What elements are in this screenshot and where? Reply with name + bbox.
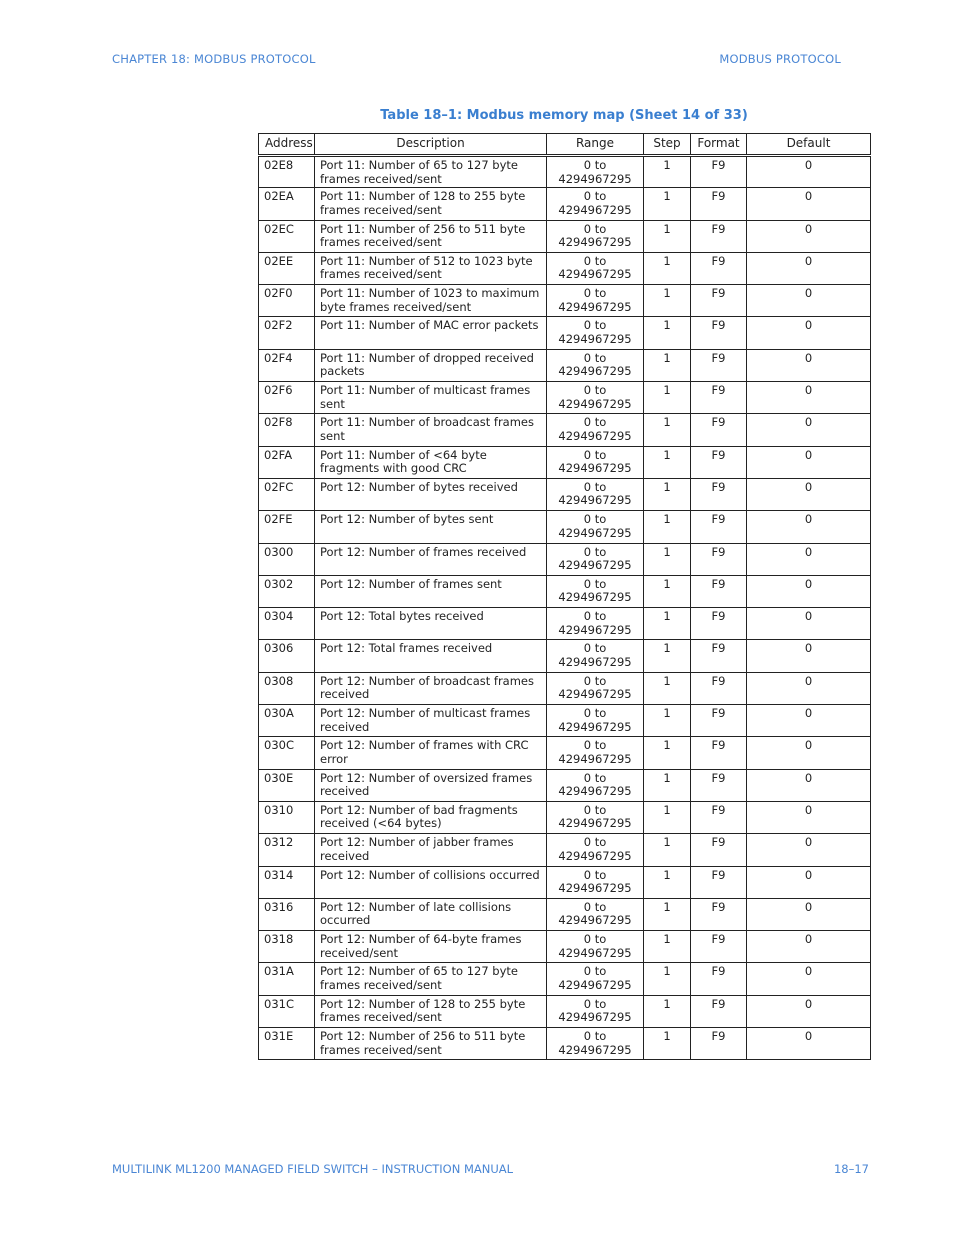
cell-address: 0316 <box>259 898 315 930</box>
table-row <box>259 349 871 381</box>
cell-default: 0 <box>747 608 871 640</box>
table-row <box>259 995 871 1027</box>
cell-default: 0 <box>747 931 871 963</box>
cell-step: 1 <box>644 1028 691 1060</box>
cell-format: F9 <box>691 672 747 704</box>
cell-description: Port 12: Number of 64-byte frames received/sent <box>315 931 547 963</box>
cell-description: Port 11: Number of 256 to 511 byte frames received/sent <box>315 220 547 252</box>
cell-range: 0 to 4294967295 <box>547 414 644 446</box>
modbus-memory-map-table <box>258 133 871 1060</box>
table-row <box>259 382 871 414</box>
table-row <box>259 769 871 801</box>
cell-range: 0 to 4294967295 <box>547 1028 644 1060</box>
cell-address: 0304 <box>259 608 315 640</box>
cell-step: 1 <box>644 511 691 543</box>
cell-range: 0 to 4294967295 <box>547 317 644 349</box>
table-row <box>259 252 871 284</box>
cell-range: 0 to 4294967295 <box>547 737 644 769</box>
table-row <box>259 478 871 510</box>
cell-description: Port 12: Total bytes received <box>315 608 547 640</box>
cell-format: F9 <box>691 898 747 930</box>
cell-default: 0 <box>747 349 871 381</box>
cell-range: 0 to 4294967295 <box>547 575 644 607</box>
table-row <box>259 317 871 349</box>
cell-description: Port 12: Number of 65 to 127 byte frames received/sent <box>315 963 547 995</box>
cell-default: 0 <box>747 285 871 317</box>
cell-step: 1 <box>644 963 691 995</box>
cell-step: 1 <box>644 382 691 414</box>
table-row <box>259 608 871 640</box>
cell-description: Port 12: Number of 256 to 511 byte frames received/sent <box>315 1028 547 1060</box>
cell-step: 1 <box>644 188 691 220</box>
cell-default: 0 <box>747 866 871 898</box>
cell-step: 1 <box>644 801 691 833</box>
table-row <box>259 446 871 478</box>
cell-format: F9 <box>691 834 747 866</box>
table-body <box>259 156 871 1060</box>
cell-format: F9 <box>691 801 747 833</box>
cell-step: 1 <box>644 156 691 188</box>
cell-description: Port 12: Number of 128 to 255 byte frames received/sent <box>315 995 547 1027</box>
table-row <box>259 285 871 317</box>
cell-default: 0 <box>747 543 871 575</box>
table-header-row <box>259 134 871 156</box>
cell-default: 0 <box>747 640 871 672</box>
cell-default: 0 <box>747 769 871 801</box>
column-header-description: Description <box>315 134 547 156</box>
cell-description: Port 11: Number of <64 byte fragments with good CRC <box>315 446 547 478</box>
cell-address: 0310 <box>259 801 315 833</box>
cell-default: 0 <box>747 834 871 866</box>
cell-default: 0 <box>747 995 871 1027</box>
cell-range: 0 to 4294967295 <box>547 511 644 543</box>
cell-format: F9 <box>691 511 747 543</box>
cell-format: F9 <box>691 478 747 510</box>
cell-address: 0302 <box>259 575 315 607</box>
cell-step: 1 <box>644 769 691 801</box>
cell-description: Port 12: Number of multicast frames received <box>315 705 547 737</box>
cell-range: 0 to 4294967295 <box>547 156 644 188</box>
cell-format: F9 <box>691 156 747 188</box>
cell-range: 0 to 4294967295 <box>547 543 644 575</box>
table-row <box>259 866 871 898</box>
table-row <box>259 575 871 607</box>
table-row <box>259 801 871 833</box>
cell-format: F9 <box>691 414 747 446</box>
cell-address: 02F6 <box>259 382 315 414</box>
cell-address: 02FE <box>259 511 315 543</box>
cell-format: F9 <box>691 931 747 963</box>
column-header-default: Default <box>747 134 871 156</box>
cell-range: 0 to 4294967295 <box>547 252 644 284</box>
cell-format: F9 <box>691 285 747 317</box>
cell-step: 1 <box>644 317 691 349</box>
cell-step: 1 <box>644 705 691 737</box>
chapter-header: CHAPTER 18: MODBUS PROTOCOL <box>112 52 316 66</box>
column-header-step: Step <box>644 134 691 156</box>
cell-step: 1 <box>644 349 691 381</box>
column-header-format: Format <box>691 134 747 156</box>
cell-default: 0 <box>747 220 871 252</box>
table-caption: Table 18–1: Modbus memory map (Sheet 14 of 33) <box>380 108 748 123</box>
cell-step: 1 <box>644 252 691 284</box>
cell-step: 1 <box>644 220 691 252</box>
cell-format: F9 <box>691 640 747 672</box>
cell-format: F9 <box>691 608 747 640</box>
cell-format: F9 <box>691 543 747 575</box>
cell-format: F9 <box>691 866 747 898</box>
cell-step: 1 <box>644 995 691 1027</box>
cell-range: 0 to 4294967295 <box>547 446 644 478</box>
cell-step: 1 <box>644 478 691 510</box>
cell-default: 0 <box>747 188 871 220</box>
table-row <box>259 1028 871 1060</box>
cell-step: 1 <box>644 446 691 478</box>
table-row <box>259 705 871 737</box>
cell-default: 0 <box>747 737 871 769</box>
cell-step: 1 <box>644 543 691 575</box>
cell-default: 0 <box>747 963 871 995</box>
cell-range: 0 to 4294967295 <box>547 898 644 930</box>
cell-range: 0 to 4294967295 <box>547 834 644 866</box>
cell-format: F9 <box>691 963 747 995</box>
cell-step: 1 <box>644 414 691 446</box>
cell-format: F9 <box>691 705 747 737</box>
cell-address: 02F0 <box>259 285 315 317</box>
cell-address: 0318 <box>259 931 315 963</box>
cell-address: 02EC <box>259 220 315 252</box>
cell-description: Port 11: Number of dropped received packets <box>315 349 547 381</box>
cell-default: 0 <box>747 252 871 284</box>
table-row <box>259 931 871 963</box>
cell-step: 1 <box>644 608 691 640</box>
cell-description: Port 11: Number of 128 to 255 byte frames received/sent <box>315 188 547 220</box>
cell-address: 02FA <box>259 446 315 478</box>
cell-range: 0 to 4294967295 <box>547 705 644 737</box>
cell-description: Port 12: Number of frames received <box>315 543 547 575</box>
table-row <box>259 188 871 220</box>
table-row <box>259 640 871 672</box>
cell-address: 0308 <box>259 672 315 704</box>
cell-default: 0 <box>747 317 871 349</box>
cell-address: 0314 <box>259 866 315 898</box>
cell-range: 0 to 4294967295 <box>547 931 644 963</box>
table-row <box>259 963 871 995</box>
cell-description: Port 11: Number of MAC error packets <box>315 317 547 349</box>
cell-format: F9 <box>691 1028 747 1060</box>
cell-step: 1 <box>644 737 691 769</box>
cell-default: 0 <box>747 898 871 930</box>
cell-description: Port 12: Number of oversized frames received <box>315 769 547 801</box>
cell-address: 031A <box>259 963 315 995</box>
cell-address: 02F4 <box>259 349 315 381</box>
cell-description: Port 12: Number of bytes received <box>315 478 547 510</box>
cell-step: 1 <box>644 898 691 930</box>
cell-step: 1 <box>644 575 691 607</box>
cell-range: 0 to 4294967295 <box>547 801 644 833</box>
cell-range: 0 to 4294967295 <box>547 478 644 510</box>
cell-description: Port 12: Number of broadcast frames received <box>315 672 547 704</box>
table-row <box>259 672 871 704</box>
cell-description: Port 12: Total frames received <box>315 640 547 672</box>
cell-description: Port 11: Number of 65 to 127 byte frames received/sent <box>315 156 547 188</box>
cell-description: Port 12: Number of collisions occurred <box>315 866 547 898</box>
cell-format: F9 <box>691 446 747 478</box>
manual-title-footer: MULTILINK ML1200 MANAGED FIELD SWITCH – INSTRUCTION MANUAL <box>112 1162 514 1176</box>
cell-address: 0300 <box>259 543 315 575</box>
cell-description: Port 11: Number of 512 to 1023 byte frames received/sent <box>315 252 547 284</box>
table-row <box>259 737 871 769</box>
table-row <box>259 414 871 446</box>
cell-range: 0 to 4294967295 <box>547 220 644 252</box>
cell-default: 0 <box>747 672 871 704</box>
cell-range: 0 to 4294967295 <box>547 382 644 414</box>
cell-format: F9 <box>691 995 747 1027</box>
section-header: MODBUS PROTOCOL <box>719 52 841 66</box>
cell-default: 0 <box>747 1028 871 1060</box>
cell-default: 0 <box>747 446 871 478</box>
cell-range: 0 to 4294967295 <box>547 769 644 801</box>
cell-default: 0 <box>747 478 871 510</box>
cell-range: 0 to 4294967295 <box>547 963 644 995</box>
cell-address: 031C <box>259 995 315 1027</box>
cell-format: F9 <box>691 220 747 252</box>
cell-step: 1 <box>644 640 691 672</box>
cell-format: F9 <box>691 252 747 284</box>
cell-range: 0 to 4294967295 <box>547 866 644 898</box>
cell-default: 0 <box>747 414 871 446</box>
cell-description: Port 12: Number of bad fragments received (<64 bytes) <box>315 801 547 833</box>
cell-description: Port 12: Number of jabber frames received <box>315 834 547 866</box>
cell-default: 0 <box>747 382 871 414</box>
cell-address: 030C <box>259 737 315 769</box>
table-row <box>259 834 871 866</box>
cell-description: Port 12: Number of bytes sent <box>315 511 547 543</box>
cell-address: 0306 <box>259 640 315 672</box>
table-row <box>259 898 871 930</box>
cell-range: 0 to 4294967295 <box>547 188 644 220</box>
cell-format: F9 <box>691 575 747 607</box>
column-header-address: Address <box>259 134 315 156</box>
cell-range: 0 to 4294967295 <box>547 640 644 672</box>
cell-address: 031E <box>259 1028 315 1060</box>
cell-step: 1 <box>644 672 691 704</box>
cell-address: 0312 <box>259 834 315 866</box>
cell-address: 030E <box>259 769 315 801</box>
column-header-range: Range <box>547 134 644 156</box>
cell-format: F9 <box>691 188 747 220</box>
cell-range: 0 to 4294967295 <box>547 995 644 1027</box>
cell-description: Port 12: Number of frames sent <box>315 575 547 607</box>
cell-format: F9 <box>691 769 747 801</box>
cell-description: Port 12: Number of late collisions occurred <box>315 898 547 930</box>
table-row <box>259 543 871 575</box>
cell-default: 0 <box>747 575 871 607</box>
cell-format: F9 <box>691 317 747 349</box>
cell-range: 0 to 4294967295 <box>547 285 644 317</box>
cell-step: 1 <box>644 931 691 963</box>
cell-format: F9 <box>691 382 747 414</box>
cell-address: 02EA <box>259 188 315 220</box>
cell-address: 030A <box>259 705 315 737</box>
table-row <box>259 156 871 188</box>
cell-description: Port 11: Number of 1023 to maximum byte frames received/sent <box>315 285 547 317</box>
cell-default: 0 <box>747 156 871 188</box>
cell-address: 02F2 <box>259 317 315 349</box>
cell-range: 0 to 4294967295 <box>547 672 644 704</box>
cell-step: 1 <box>644 285 691 317</box>
cell-range: 0 to 4294967295 <box>547 608 644 640</box>
table-row <box>259 511 871 543</box>
cell-description: Port 12: Number of frames with CRC error <box>315 737 547 769</box>
cell-step: 1 <box>644 866 691 898</box>
cell-format: F9 <box>691 737 747 769</box>
cell-address: 02E8 <box>259 156 315 188</box>
cell-address: 02F8 <box>259 414 315 446</box>
cell-description: Port 11: Number of broadcast frames sent <box>315 414 547 446</box>
cell-format: F9 <box>691 349 747 381</box>
cell-default: 0 <box>747 801 871 833</box>
cell-address: 02FC <box>259 478 315 510</box>
cell-description: Port 11: Number of multicast frames sent <box>315 382 547 414</box>
page-number: 18–17 <box>833 1162 869 1176</box>
cell-range: 0 to 4294967295 <box>547 349 644 381</box>
cell-address: 02EE <box>259 252 315 284</box>
table-row <box>259 220 871 252</box>
cell-default: 0 <box>747 511 871 543</box>
cell-step: 1 <box>644 834 691 866</box>
cell-default: 0 <box>747 705 871 737</box>
